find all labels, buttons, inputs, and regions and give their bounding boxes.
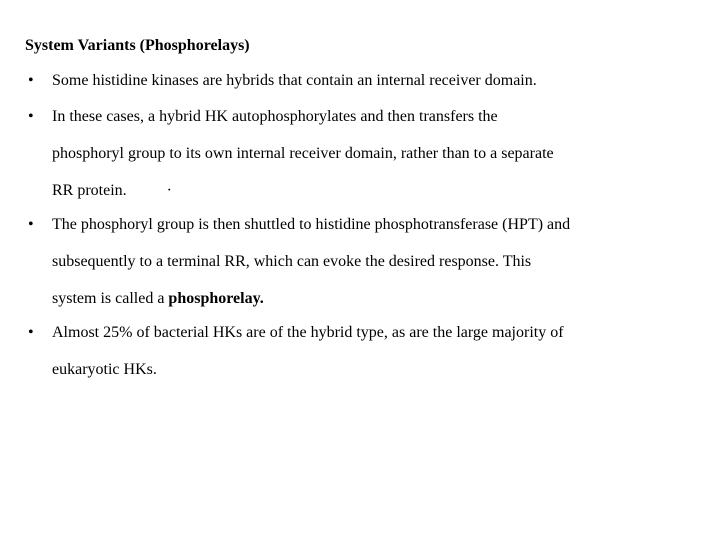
bullet-line: In these cases, a hybrid HK autophosphorylates and then transfers the: [52, 108, 498, 125]
bullet-line-text: RR protein.: [52, 182, 127, 199]
bullet-dot: •: [28, 324, 34, 341]
bullet-item: [28, 314, 700, 388]
bullet-line: subsequently to a terminal RR, which can evoke the desired response. This: [52, 253, 532, 270]
bullet-line: Some histidine kinases are hybrids that contain an internal receiver domain.: [52, 72, 537, 89]
bullet-line: The phosphoryl group is then shuttled to histidine phosphotransferase (HPT) and: [52, 216, 571, 233]
bullet-item: [28, 206, 700, 317]
bullet-line: [52, 172, 700, 209]
bullet-text: [52, 314, 700, 388]
bullet-item: [28, 62, 700, 99]
bullet-line-text: system is called a: [52, 290, 169, 307]
bullet-line: phosphoryl group to its own internal receiver domain, rather than to a separate: [52, 145, 554, 162]
bullet-line: Almost 25% of bacterial HKs are of the hybrid type, as are the large majority of: [52, 324, 564, 341]
bullet-dot: •: [28, 216, 34, 233]
stray-mark: ·: [166, 182, 172, 199]
bold-term: phosphorelay.: [168, 290, 264, 307]
bullet-line: [52, 280, 700, 317]
bullet-text: [52, 98, 700, 209]
slide-title: System Variants (Phosphorelays): [25, 37, 250, 54]
bullet-text: [52, 206, 700, 317]
bullet-item: [28, 98, 700, 209]
bullet-dot: •: [28, 108, 34, 125]
bullet-line: eukaryotic HKs.: [52, 361, 157, 378]
bullet-dot: •: [28, 72, 34, 89]
bullet-text: [52, 62, 700, 99]
